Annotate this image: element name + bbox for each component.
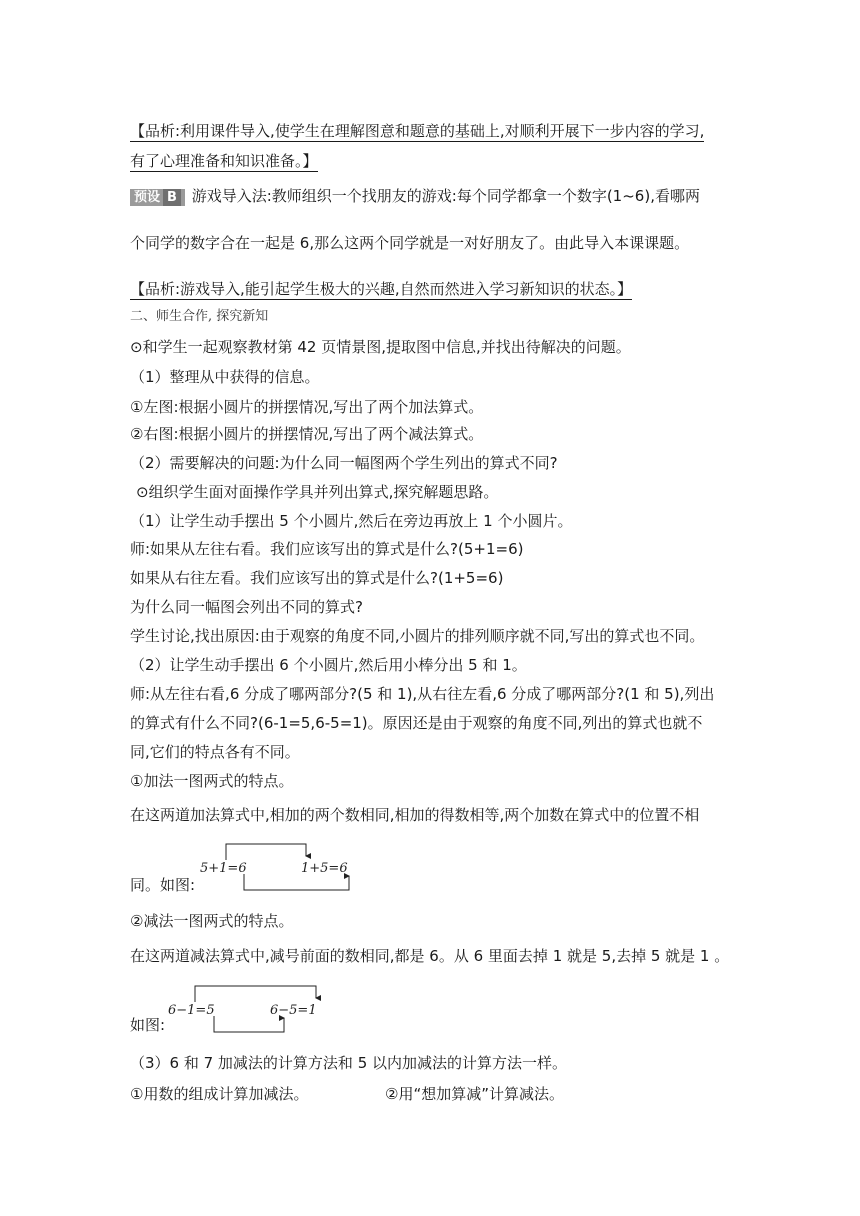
- paragraph-line: 在这两道加法算式中,相加的两个数相同,相加的得数相等,两个加数在算式中的位置不相: [130, 806, 700, 824]
- paragraph-line: （2）让学生动手摆出 6 个小圆片,然后用小棒分出 5 和 1。: [130, 656, 527, 674]
- paragraph-line: ①加法一图两式的特点。: [130, 772, 294, 790]
- paragraph-line: 师:如果从左往右看。我们应该写出的算式是什么?(5+1=6): [130, 540, 524, 558]
- paragraph-line: 同。如图:: [130, 876, 196, 894]
- paragraph-line: 学生讨论,找出原因:由于观察的角度不同,小圆片的排列顺序就不同,写出的算式也不同。: [130, 627, 705, 645]
- method-line: ②用“想加算减”计算减法。: [385, 1085, 564, 1103]
- paragraph-line: （3）6 和 7 加减法的计算方法和 5 以内加减法的计算方法一样。: [130, 1054, 568, 1072]
- paragraph-line: 如图:: [130, 1016, 166, 1034]
- paragraph-line: 同,它们的特点各有不同。: [130, 743, 300, 761]
- preset-b-line: 预设 B 游戏导入法:教师组织一个找朋友的游戏:每个同学都拿一个数字(1~6),看哪两: [130, 185, 700, 207]
- paragraph-line: ⊙组织学生面对面操作学具并列出算式,探究解题思路。: [136, 483, 499, 501]
- subtraction-equation-1: 6−1=5: [168, 1003, 215, 1018]
- comment-line-3: 【品析:游戏导入,能引起学生极大的兴趣,自然而然进入学习新知识的状态。】: [130, 280, 633, 298]
- method-line: ①用数的组成计算加减法。: [130, 1085, 309, 1103]
- paragraph-line: （1）整理从中获得的信息。: [130, 368, 320, 386]
- paragraph-line: ②右图:根据小圆片的拼摆情况,写出了两个减法算式。: [130, 425, 484, 443]
- subtraction-diagram: [166, 980, 336, 1042]
- paragraph-line: 师:从左往右看,6 分成了哪两部分?(5 和 1),从右往左看,6 分成了哪两部分?(1 和 5),列出: [130, 685, 715, 703]
- paragraph-line: ②减法一图两式的特点。: [130, 912, 294, 930]
- paragraph-line: ⊙和学生一起观察教材第 42 页情景图,提取图中信息,并找出待解决的问题。: [130, 338, 631, 356]
- comment-line-2: 有了心理准备和知识准备。】: [130, 152, 318, 170]
- addition-diagram: [196, 838, 366, 900]
- subtraction-equation-2: 6−5=1: [270, 1003, 317, 1018]
- paragraph-line: （2）需要解决的问题:为什么同一幅图两个学生列出的算式不同?: [130, 454, 558, 472]
- paragraph-line: 在这两道减法算式中,减号前面的数相同,都是 6。从 6 里面去掉 1 就是 5,去掉 5 就是 1 。: [130, 947, 730, 965]
- section-heading: 二、师生合作, 探究新知: [130, 309, 269, 324]
- paragraph-line: 如果从右往左看。我们应该写出的算式是什么?(1+5=6): [130, 569, 504, 587]
- preset-badge: 预设 B: [130, 189, 185, 206]
- paragraph-line: 的算式有什么不同?(6-1=5,6-5=1)。原因还是由于观察的角度不同,列出的算式也就不: [130, 714, 703, 732]
- paragraph-line: 为什么同一幅图会列出不同的算式?: [130, 598, 363, 616]
- addition-equation-2: 1+5=6: [301, 861, 348, 876]
- paragraph-line: ①左图:根据小圆片的拼摆情况,写出了两个加法算式。: [130, 398, 484, 416]
- addition-equation-1: 5+1=6: [200, 861, 247, 876]
- paragraph-line: （1）让学生动手摆出 5 个小圆片,然后在旁边再放上 1 个小圆片。: [130, 512, 573, 530]
- comment-line-1: 【品析:利用课件导入,使学生在理解图意和题意的基础上,对顺利开展下一步内容的学习,: [130, 122, 705, 140]
- paragraph-line: 个同学的数字合在一起是 6,那么这两个同学就是一对好朋友了。由此导入本课课题。: [130, 234, 690, 252]
